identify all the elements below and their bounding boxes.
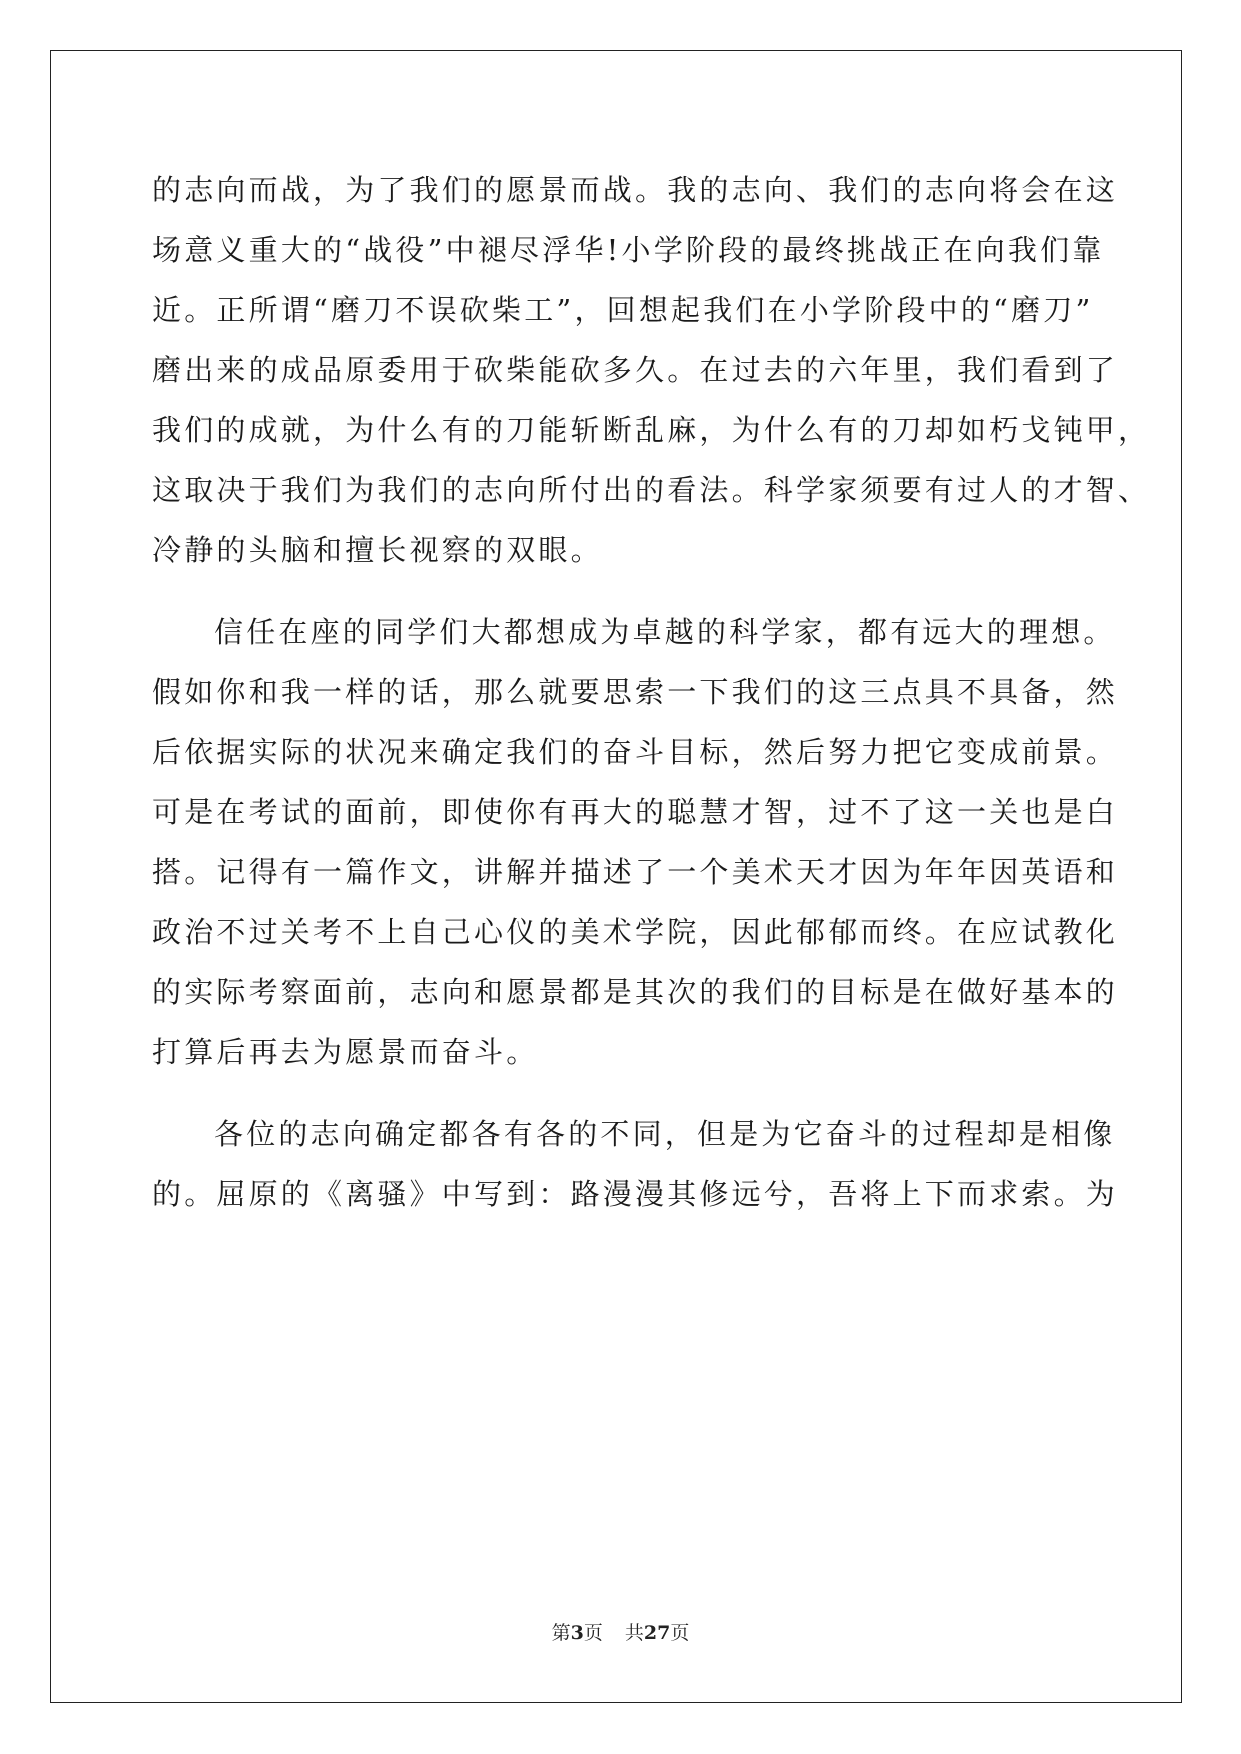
text-line: 的。屈原的《离骚》中写到：路漫漫其修远兮，吾将上下而求索。为 — [152, 1177, 1119, 1211]
page-suffix: 页 — [583, 1622, 603, 1644]
text-line: 冷静的头脑和擅长视察的双眼。 — [152, 533, 603, 567]
paragraph-first-line: 信任在座的同学们大都想成为卓越的科学家，都有远大的理想。 — [214, 615, 1116, 649]
text-line: 的实际考察面前，志向和愿景都是其次的我们的目标是在做好基本的 — [152, 975, 1119, 1009]
text-line: 的志向而战，为了我们的愿景而战。我的志向、我们的志向将会在这 — [152, 173, 1119, 207]
text-line: 这取决于我们为我们的志向所付出的看法。科学家须要有过人的才智、 — [152, 473, 1151, 507]
text-line: 近。正所谓“磨刀不误砍柴工”，回想起我们在小学阶段中的“磨刀” — [152, 293, 1094, 327]
document-body — [152, 160, 1151, 1224]
text-line: 后依据实际的状况来确定我们的奋斗目标，然后努力把它变成前景。 — [152, 735, 1119, 769]
total-suffix: 页 — [670, 1622, 690, 1644]
page-current: 3 — [570, 1622, 584, 1644]
page-footer — [0, 1618, 1241, 1645]
text-line: 打算后再去为愿景而奋斗。 — [152, 1035, 539, 1069]
total-prefix: 共 — [624, 1622, 644, 1644]
text-line: 搭。记得有一篇作文，讲解并描述了一个美术天才因为年年因英语和 — [152, 855, 1119, 889]
text-line: 磨出来的成品原委用于砍柴能砍多久。在过去的六年里，我们看到了 — [152, 353, 1119, 387]
page-prefix: 第 — [551, 1622, 571, 1644]
text-line: 政治不过关考不上自己心仪的美术学院，因此郁郁而终。在应试教化 — [152, 915, 1119, 949]
paragraph-first-line: 各位的志向确定都各有各的不同，但是为它奋斗的过程却是相像 — [214, 1117, 1116, 1151]
page-total: 27 — [643, 1622, 671, 1644]
text-line: 我们的成就，为什么有的刀能斩断乱麻，为什么有的刀却如朽戈钝甲， — [152, 413, 1151, 447]
text-line: 可是在考试的面前，即使你有再大的聪慧才智，过不了这一关也是白 — [152, 795, 1119, 829]
text-line: 场意义重大的“战役”中褪尽浮华!小学阶段的最终挑战正在向我们靠 — [152, 233, 1105, 267]
text-line: 假如你和我一样的话，那么就要思索一下我们的这三点具不具备，然 — [152, 675, 1119, 709]
